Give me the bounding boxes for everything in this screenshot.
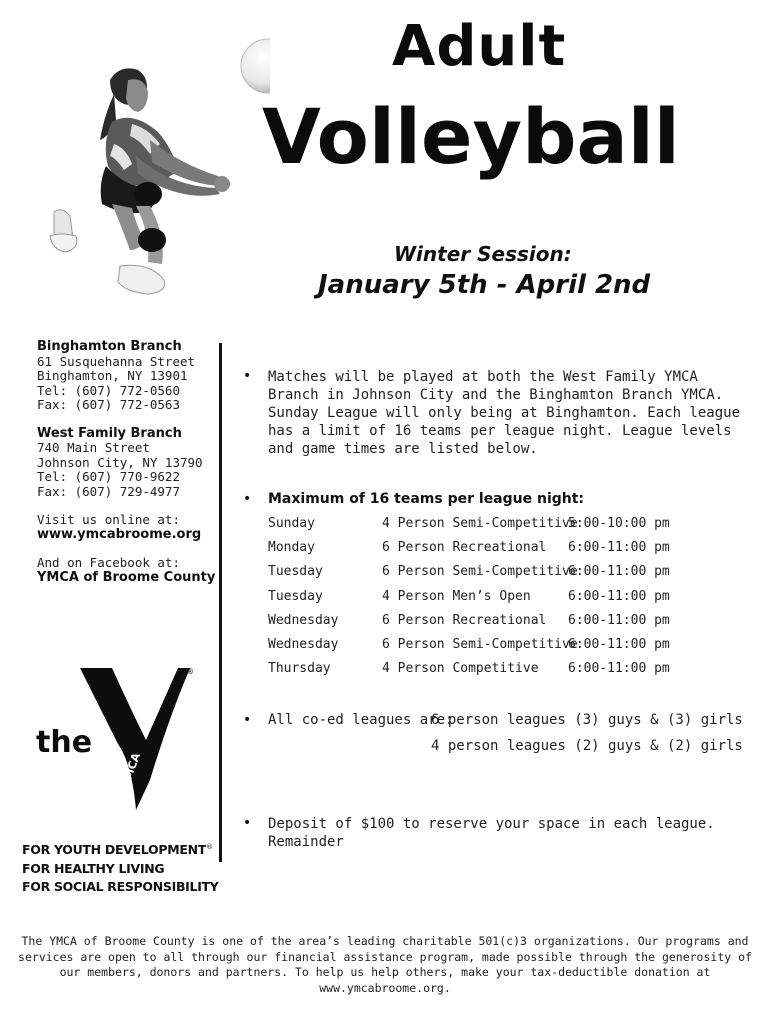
schedule-row bbox=[268, 516, 708, 540]
schedule-league: 6 Person Recreational bbox=[382, 612, 547, 628]
binghamton-fax: Fax: (607) 772-0563 bbox=[37, 397, 180, 412]
coed-six-person: 6 person leagues (3) guys & (3) girls bbox=[431, 712, 743, 728]
tagline-social: FOR SOCIAL RESPONSIBILITY bbox=[22, 879, 219, 895]
west-street: 740 Main Street bbox=[37, 440, 150, 455]
schedule-league: 4 Person Semi-Competitive bbox=[382, 516, 578, 531]
schedule-league: 6 Person Recreational bbox=[382, 540, 547, 556]
bullet-icon: • bbox=[243, 712, 252, 728]
binghamton-tel: Tel: (607) 772-0560 bbox=[37, 382, 180, 398]
session-label: Winter Session: bbox=[394, 242, 572, 266]
website-link[interactable]: www.ymcabroome.org bbox=[37, 526, 202, 542]
schedule-row bbox=[268, 661, 708, 685]
schedule-day: Thursday bbox=[268, 661, 331, 677]
schedule-league: 6 Person Semi-Competitive bbox=[382, 564, 578, 580]
volleyball-player-image bbox=[40, 36, 270, 306]
coed-four-person: 4 person leagues (2) guys & (2) girls bbox=[431, 738, 743, 754]
schedule-time: 6:00-11:00 pm bbox=[568, 636, 670, 652]
west-fax: Fax: (607) 729-4977 bbox=[37, 483, 180, 499]
west-branch-name: West Family Branch bbox=[37, 425, 182, 441]
schedule-league: 6 Person Semi-Competitive bbox=[382, 636, 578, 652]
title-adult: Adult bbox=[392, 14, 567, 79]
deposit-text: Deposit of $100 to reserve your space in each league. Remainder bbox=[268, 816, 715, 850]
tagline-youth: FOR YOUTH DEVELOPMENT bbox=[22, 842, 206, 858]
schedule-day: Sunday bbox=[268, 516, 315, 531]
schedule-day: Tuesday bbox=[268, 564, 323, 580]
west-tel: Tel: (607) 770-9622 bbox=[37, 469, 180, 484]
logo-the-text: the bbox=[36, 725, 93, 760]
binghamton-branch-name: Binghamton Branch bbox=[37, 339, 182, 354]
ymca-logo bbox=[28, 660, 208, 820]
volleyball-icon bbox=[241, 39, 270, 93]
max-teams-heading: Maximum of 16 teams per league night: bbox=[268, 491, 585, 507]
session-dates: January 5th - April 2nd bbox=[318, 270, 651, 300]
binghamton-city: Binghamton, NY 13901 bbox=[37, 368, 188, 383]
schedule-league: 4 Person Competitive bbox=[382, 661, 539, 677]
logo-ymca-text: YMCA bbox=[118, 751, 143, 790]
schedule-row bbox=[268, 589, 708, 613]
schedule-day: Tuesday bbox=[268, 588, 323, 604]
facebook-name: YMCA of Broome County bbox=[37, 569, 216, 585]
west-city: Johnson City, NY 13790 bbox=[37, 454, 203, 470]
schedule-row bbox=[268, 613, 708, 637]
schedule-row bbox=[268, 540, 708, 564]
bullet-icon: • bbox=[243, 815, 252, 831]
binghamton-street: 61 Susquehanna Street bbox=[37, 353, 196, 369]
schedule-time: 5:00-10:00 pm bbox=[568, 516, 670, 531]
title-volleyball: Volleyball bbox=[262, 92, 680, 181]
coed-label: All co-ed leagues are: bbox=[268, 712, 454, 728]
intro-paragraph: Matches will be played at both the West Family YMCA Branch in Johnson City and the Binghamton Branch YMCA. Sunday League will only being at Binghamton. Each league has a limit of 16 teams per league night. League levels and game times are listed below. bbox=[268, 369, 741, 457]
schedule-time: 6:00-11:00 pm bbox=[568, 661, 670, 677]
ymca-tagline bbox=[22, 838, 219, 897]
bullet-icon: • bbox=[243, 368, 252, 384]
schedule-day: Wednesday bbox=[268, 612, 339, 628]
schedule-league: 4 Person Men’s Open bbox=[382, 588, 531, 604]
schedule-time: 6:00-11:00 pm bbox=[568, 564, 670, 580]
schedule-row bbox=[268, 564, 708, 588]
schedule-day: Monday bbox=[268, 540, 315, 556]
facebook-label: And on Facebook at: bbox=[37, 555, 180, 570]
schedule-row bbox=[268, 637, 708, 661]
league-schedule bbox=[268, 516, 708, 685]
online-label: Visit us online at: bbox=[37, 512, 180, 527]
footer-text: The YMCA of Broome County is one of the area’s leading charitable 501(c)3 organizations. Our programs and services are open to all through our financial assistance program, made possible through the generosity of our members, donors and partners. To help us help others, make your tax-deductible donation at www.ymcabroome.org. bbox=[18, 934, 752, 995]
schedule-day: Wednesday bbox=[268, 636, 339, 652]
tagline-registered-mark: ® bbox=[205, 843, 213, 851]
schedule-time: 6:00-11:00 pm bbox=[568, 588, 670, 604]
branch-sidebar bbox=[37, 340, 217, 585]
logo-registered-mark: ® bbox=[186, 667, 194, 676]
schedule-time: 6:00-11:00 pm bbox=[568, 540, 670, 556]
divider-line bbox=[219, 343, 222, 862]
tagline-healthy: FOR HEALTHY LIVING bbox=[22, 860, 165, 876]
bullet-icon: • bbox=[243, 491, 252, 507]
schedule-time: 6:00-11:00 pm bbox=[568, 612, 670, 628]
